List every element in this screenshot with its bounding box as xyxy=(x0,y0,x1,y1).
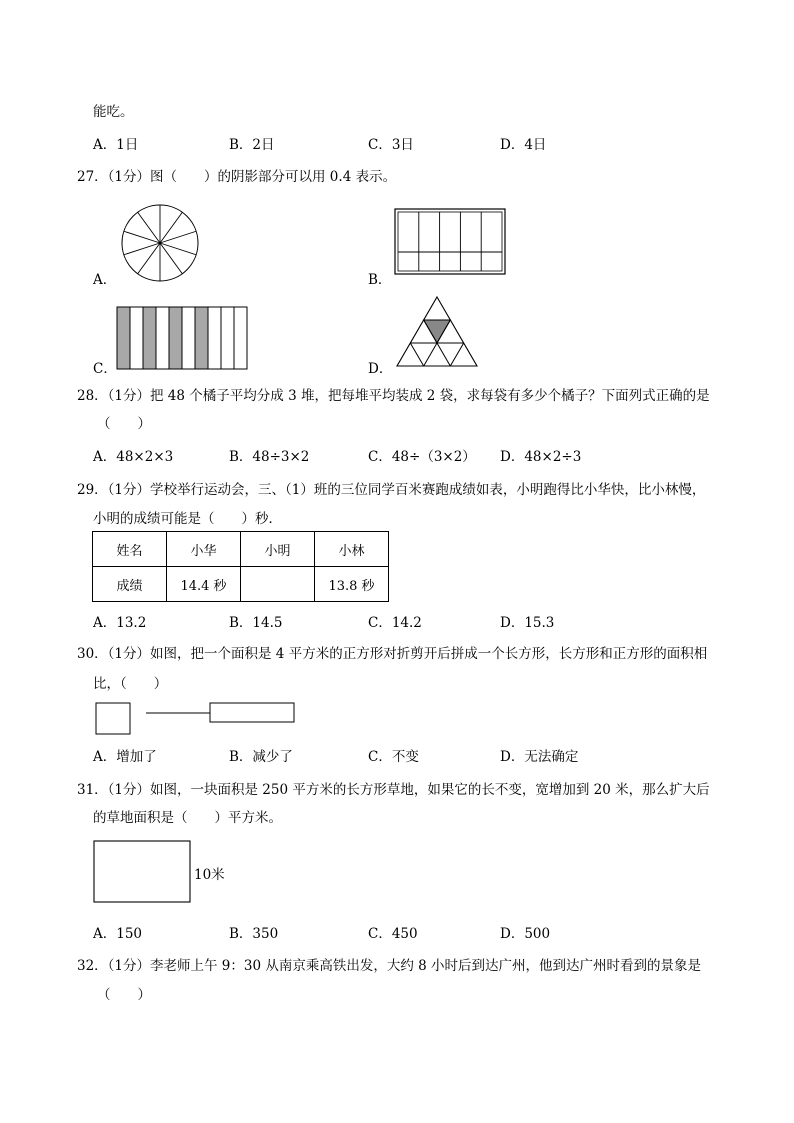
q28-option-d[interactable]: D．48×2÷3 xyxy=(500,449,582,465)
q31-option-a[interactable]: A．150 xyxy=(93,926,143,942)
table-cell: 姓名 xyxy=(93,532,167,567)
blank-strip xyxy=(182,307,195,369)
q27-figure-b-grid xyxy=(394,208,506,276)
q31-option-b[interactable]: B．350 xyxy=(229,926,279,942)
q27-figure-c-strips xyxy=(116,306,248,370)
q32-stem-line2: （ ） xyxy=(97,987,151,1003)
shaded-strip xyxy=(169,307,182,369)
q31-stem-line2: 的草地面积是（ ）平方米。 xyxy=(93,810,282,826)
q27-stem: 27．（1分）图（ ）的阴影部分可以用 0.4 表示。 xyxy=(77,169,397,185)
q27-figure-a-circle xyxy=(120,203,200,283)
q32-stem-line1: 32．（1分）李老师上午 9：30 从南京乘高铁出发，大约 8 小时后到达广州，他到达广州时看到的景象是 xyxy=(77,958,702,974)
q28-stem-line2: （ ） xyxy=(97,416,151,432)
q27-option-d[interactable]: D． xyxy=(368,361,393,377)
q29-stem-line2: 小明的成绩可能是（ ）秒． xyxy=(93,511,282,527)
table-cell xyxy=(241,567,315,602)
q30-option-a[interactable]: A．增加了 xyxy=(93,749,157,765)
shaded-strip xyxy=(117,307,130,369)
q30-option-c[interactable]: C．不变 xyxy=(368,749,419,765)
table-row xyxy=(93,567,389,602)
table-cell: 13.8 秒 xyxy=(315,567,389,602)
q30-option-d[interactable]: D．无法确定 xyxy=(500,749,579,765)
blank-strip xyxy=(234,307,247,369)
q27-option-a[interactable]: A． xyxy=(93,272,117,288)
table-cell: 小林 xyxy=(315,532,389,567)
q31-option-d[interactable]: D．500 xyxy=(500,926,551,942)
q27-option-c[interactable]: C． xyxy=(93,361,117,377)
q26-option-b[interactable]: B．2日 xyxy=(229,137,275,153)
q28-option-c[interactable]: C．48÷（3×2） xyxy=(368,449,476,465)
q29-stem-line1: 29．（1分）学校举行运动会，三、（1）班的三位同学百米赛跑成绩如表，小明跑得比小华快，比小林慢， xyxy=(77,482,706,498)
q27-option-b[interactable]: B． xyxy=(368,272,392,288)
q29-option-a[interactable]: A．13.2 xyxy=(93,615,147,631)
q26-option-d[interactable]: D．4日 xyxy=(500,137,547,153)
table-cell: 小华 xyxy=(167,532,241,567)
q29-option-c[interactable]: C．14.2 xyxy=(368,615,422,631)
blank-strip xyxy=(130,307,143,369)
q31-stem-line1: 31．（1分）如图，一块面积是 250 平方米的长方形草地，如果它的长不变，宽增加到 20 米，那么扩大后 xyxy=(77,782,710,798)
q30-option-b[interactable]: B．减少了 xyxy=(229,749,293,765)
q30-figure-square-to-rectangle xyxy=(94,702,304,736)
q31-width-label: 10米 xyxy=(194,867,225,883)
blank-strip xyxy=(208,307,221,369)
q26-option-c[interactable]: C．3日 xyxy=(368,137,414,153)
q29-option-d[interactable]: D．15.3 xyxy=(500,615,555,631)
q31-option-c[interactable]: C．450 xyxy=(368,926,418,942)
q28-option-a[interactable]: A．48×2×3 xyxy=(93,449,174,465)
q26-continuation: 能吃。 xyxy=(93,104,134,120)
shaded-strip xyxy=(143,307,156,369)
q27-figure-d-triangle xyxy=(395,296,479,368)
table-row xyxy=(93,532,389,567)
table-cell: 14.4 秒 xyxy=(167,567,241,602)
q28-stem-line1: 28．（1分）把 48 个橘子平均分成 3 堆，把每堆平均装成 2 袋，求每袋有多少个橘子？下面列式正确的是 xyxy=(77,388,710,404)
blank-strip xyxy=(221,307,234,369)
q29-score-table xyxy=(92,531,389,602)
shaded-strip xyxy=(195,307,208,369)
q30-stem-line1: 30．（1分）如图，把一个面积是 4 平方米的正方形对折剪开后拼成一个长方形，长方形和正方形的面积相 xyxy=(77,646,708,662)
q30-stem-line2: 比，（ ） xyxy=(93,676,168,692)
q28-option-b[interactable]: B．48÷3×2 xyxy=(229,449,310,465)
q29-option-b[interactable]: B．14.5 xyxy=(229,615,283,631)
q31-figure-rectangle xyxy=(93,840,193,904)
table-cell: 成绩 xyxy=(93,567,167,602)
table-cell: 小明 xyxy=(241,532,315,567)
q26-option-a[interactable]: A．1日 xyxy=(93,137,139,153)
blank-strip xyxy=(156,307,169,369)
